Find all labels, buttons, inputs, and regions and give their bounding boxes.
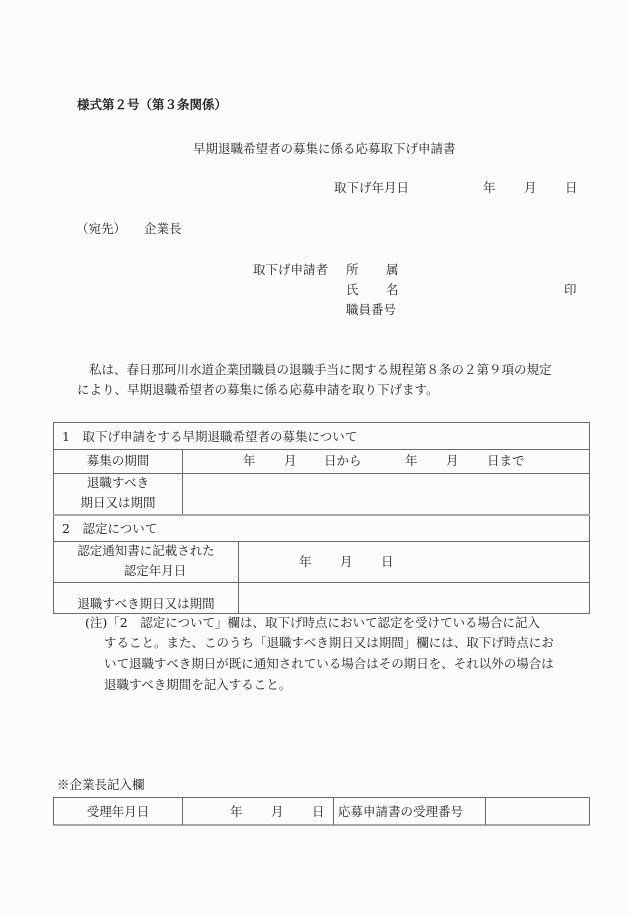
body-line-1: 私は、春日那珂川水道企業団職員の退職手当に関する規程第８条の２第９項の規定: [89, 362, 552, 377]
period-to-day: 日まで: [487, 453, 525, 468]
certification-year: 年: [299, 554, 312, 569]
section2-heading: 2 認定について: [62, 521, 158, 536]
receipt-month: 月: [271, 804, 284, 819]
receipt-number-field[interactable]: [486, 798, 589, 824]
section1-heading: 1 取下げ申請をする早期退職希望者の募集について: [62, 429, 358, 444]
affiliation-label-2: 属: [386, 262, 399, 277]
note-line-2: すること。また、このうち「退職すべき期日又は期間」欄には、取下げ時点にお: [104, 635, 554, 650]
addressee-name: 企業長: [144, 221, 182, 236]
period-from-year: 年: [243, 453, 256, 468]
body-line-2: により、早期退職希望者の募集に係る応募申請を取り下げます。: [77, 382, 439, 397]
note-line-3: いて退職すべき期日が既に通知されている場合はその期日を、それ以外の場合は: [104, 656, 554, 671]
period-from-day: 日から: [324, 453, 362, 468]
retirement-date-field-1[interactable]: [183, 474, 589, 514]
withdrawal-date-year[interactable]: 年: [483, 180, 496, 195]
withdrawal-date-day[interactable]: 日: [565, 180, 578, 195]
period-to-month: 月: [446, 453, 459, 468]
note-line-1: (注)「2 認定について」欄は、取下げ時点において認定を受けている場合に記入: [85, 615, 540, 630]
receipt-date-label: 受理年月日: [86, 804, 150, 819]
seal-mark: 印: [564, 282, 577, 297]
certification-month: 月: [340, 554, 353, 569]
certification-date-label-line2: 認定年月日: [123, 563, 187, 578]
retirement-date-field-2[interactable]: [239, 583, 589, 613]
period-from-month: 月: [284, 453, 297, 468]
document-title: 早期退職希望者の募集に係る応募取下げ申請書: [193, 141, 456, 156]
receipt-year: 年: [230, 804, 243, 819]
staff-number-label: 職員番号: [346, 302, 397, 317]
receipt-number-label: 応募申請書の受理番号: [338, 804, 464, 819]
period-to-year: 年: [405, 453, 418, 468]
applicant-label: 取下げ申請者: [253, 262, 329, 277]
certification-day: 日: [381, 554, 394, 569]
form-number: 様式第２号（第３条関係）: [77, 97, 228, 112]
withdrawal-date-month[interactable]: 月: [524, 180, 537, 195]
affiliation-label-1: 所: [346, 262, 359, 277]
retirement-date-label-line1: 退職すべき: [86, 475, 150, 490]
name-label-1: 氏: [346, 282, 359, 297]
addressee-label: （宛先）: [76, 221, 127, 236]
retirement-date-label-line2: 期日又は期間: [80, 495, 156, 510]
director-section-heading: ※企業長記入欄: [57, 777, 145, 792]
withdrawal-date-label: 取下げ年月日: [334, 180, 410, 195]
recruitment-period-label: 募集の期間: [86, 453, 150, 468]
certification-date-label-line1: 認定通知書に記載された: [77, 543, 215, 558]
retirement-date-label-2: 退職すべき期日又は期間: [77, 596, 215, 611]
receipt-day: 日: [312, 804, 325, 819]
name-label-2: 名: [386, 282, 399, 297]
note-line-4: 退職すべき期間を記入すること。: [104, 677, 292, 692]
